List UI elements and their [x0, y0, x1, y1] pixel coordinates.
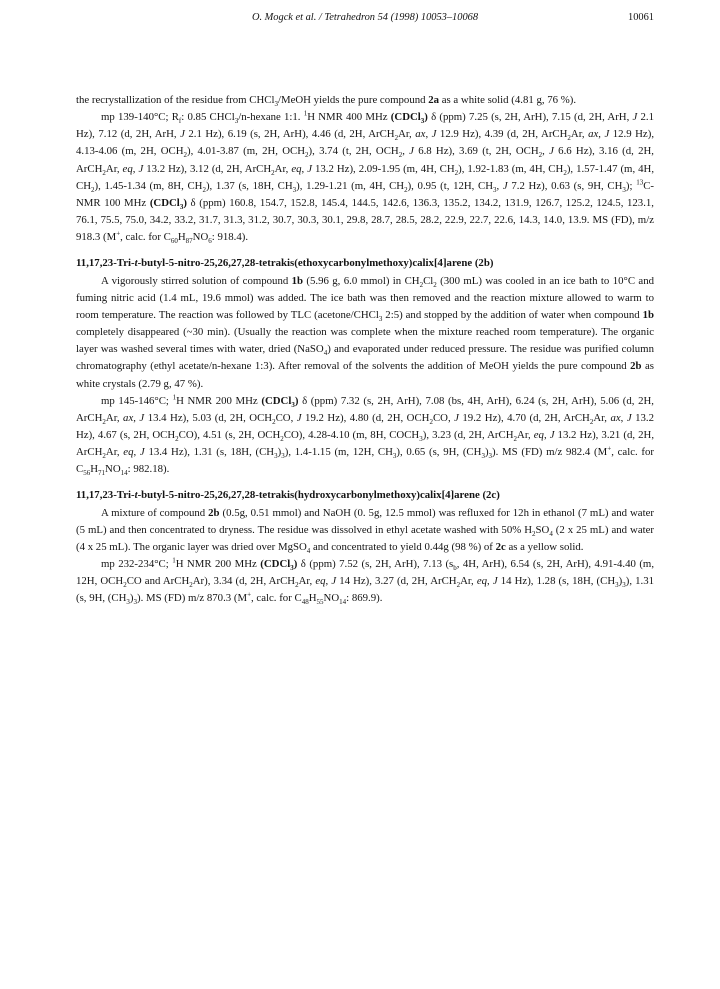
- paragraph-2a-yield: the recrystallization of the residue from CHCl$_3$/MeOH yields the pure compound 2a as a white solid (4.81 g, 76 %).: [76, 94, 577, 109]
- paragraph-2c-data: mp 232-234°C; $^1$H NMR 200 MHz (CDCl$_3$) δ (ppm) 7.52 (s, 2H, ArH), 7.13 ($s_b$, 4H, ArH), 6.54 (s, 2H, ArH), 4.91-4.40 (m, 12H, $OCH_2CO$ and ArCH$_2$Ar), 3.34 (d, 2H, ArCH$_2$Ar, eq, J 14 Hz), 3.27 (d, 2H, ArCH$_2$Ar, eq, J 14 Hz), 1.28 (s, 18H, $(CH_3)_3$), 1.31 (s, 9H, $(CH_3)_3$). MS (FD) m/z 870.3 (M+, calc. for $C_{48}H_{55}NO_{14}$: 869.9).: [76, 556, 655, 607]
- page-number: 10061: [628, 12, 654, 23]
- article-body: [76, 92, 654, 608]
- journal-citation: O. Mogck et al. / Tetrahedron 54 (1998) 10053–10068: [251, 12, 479, 23]
- paragraph-2b-procedure: A vigorously stirred solution of compound 1b (5.96 g, 6.0 mmol) in $CH_2Cl_2$ (300 mL) was cooled in an ice bath to 10°C and fuming nitric acid (1.4 mL, 19.6 mmol) was added. The ice bath was then removed and the reaction mixture allowed to warm to room temperature. The reaction was followed by TLC (acetone/CHCl$_3$ 2:5) and stopped by the addition of water when compound 1b completely disappeared (~30 min). (Usually the reaction was complete when the mixture reached room temperature). The organic layer was washed several times with water, dried (NaSO$_4$) and evaporated under reduced pressure. The residue was purified column chromatography (ethyl acetate/n-hexane 1:3). After removal of the solvents the addition of MeOH yields the pure compound 2b as white crystals (2.79 g, 47 %).: [76, 274, 654, 390]
- section-heading-2c: 11,17,23-Tri-t-butyl-5-nitro-25,26,27,28-tetrakis(hydroxycarbonylmethoxy)calix[4]arene (2c): [76, 489, 500, 502]
- paragraph-2c-procedure: A mixture of compound 2b (0.5g, 0.51 mmol) and NaOH (0. 5g, 12.5 mmol) was refluxed for 12h in ethanol (7 mL) and water (5 mL) and then concentrated to dryness. The residue was dissolved in ethyl acetate washed with 50% $H_2SO_4$ (2 x 25 mL) and water (4 x 25 mL). The organic layer was dried over MgSO$_4$ and concentrated to yield 0.44g (98 %) of 2c as a yellow solid.: [76, 506, 654, 556]
- section-heading-2b: 11,17,23-Tri-t-butyl-5-nitro-25,26,27,28-tetrakis(ethoxycarbonylmethoxy)calix[4]arene (2b): [76, 257, 494, 270]
- paragraph-2b-data: mp 145-146°C; $^1$H NMR 200 MHz (CDCl$_3$) δ (ppm) 7.32 (s, 2H, ArH), 7.08 (bs, 4H, ArH), 6.24 (s, 2H, ArH), 5.06 (d, 2H, ArCH$_2$Ar, ax, J 13.4 Hz), 5.03 (d, 2H, $OCH_2CO$, J 19.2 Hz), 4.80 (d, 2H, $OCH_2CO$, J 19.2 Hz), 4.70 (d, 2H, ArCH$_2$Ar, ax, J 13.2 Hz), 4.67 (s, 2H, $OCH_2CO$), 4.51 (s, 2H, $OCH_2CO$), 4.28-4.10 (m, 8H, $COCH_3$), 3.23 (d, 2H, ArCH$_2$Ar, eq, J 13.2 Hz), 3.21 (d, 2H, ArCH$_2$Ar, eq, J 13.4 Hz), 1.31 (s, 18H, $(CH_3)_3$), 1.4-1.15 (m, 12H, $CH_3$), 0.65 (s, 9H, $(CH_3)_3$). MS (FD) m/z 982.4 (M+, calc. for $C_{56}H_{71}NO_{14}$: 982.18).: [76, 393, 655, 478]
- running-header: [76, 12, 654, 28]
- paragraph-2a-data: mp 139-140°C; $R_f$: 0.85 CHCl$_3$/n-hexane 1:1. $^1$H NMR 400 MHz (CDCl$_3$) δ (ppm) 7.25 (s, 2H, ArH), 7.15 (d, 2H, ArH, J 2.1 Hz), 7.12 (d, 2H, ArH, J 2.1 Hz), 6.19 (s, 2H, ArH), 4.46 (d, 2H, ArCH$_2$Ar, ax, J 12.9 Hz), 4.39 (d, 2H, ArCH$_2$Ar, ax, J 12.9 Hz), 4.13-4.06 (m, 2H, $OCH_2$), 4.01-3.87 (m, 2H, $OCH_2$), 3.74 (t, 2H, $OCH_2$, J 6.8 Hz), 3.69 (t, 2H, $OCH_2$, J 6.6 Hz), 3.16 (d, 2H, ArCH$_2$Ar, eq, J 13.2 Hz), 3.12 (d, 2H, ArCH$_2$Ar, eq, J 13.2 Hz), 2.09-1.95 (m, 4H, $CH_2$), 1.92-1.83 (m, 4H, $CH_2$), 1.57-1.47 (m, 4H, $CH_2$), 1.45-1.34 (m, 8H, $CH_2$), 1.37 (s, 18H, $CH_3$), 1.29-1.21 (m, 4H, $CH_2$), 0.95 (t, 12H, $CH_3$, J 7.2 Hz), 0.63 (s, 9H, $CH_3$); $^{13}$C-NMR 100 MHz (CDCl$_3$) δ (ppm) 160.8, 154.7, 152.8, 145.4, 144.5, 142.6, 136.3, 135.2, 134.2, 131.9, 126.7, 125.2, 124.5, 123.1, 76.1, 75.5, 75.0, 34.2, 33.2, 31.7, 31.3, 31.2, 30.7, 30.3, 30.1, 29.8, 28.7, 28.5, 28.2, 22.9, 22.7, 22.6, 14.3, 14.0, 13.9. MS (FD), m/z 918.3 (M+, calc. for $C_{60}H_{87}NO_6$: 918.4).: [76, 109, 655, 246]
